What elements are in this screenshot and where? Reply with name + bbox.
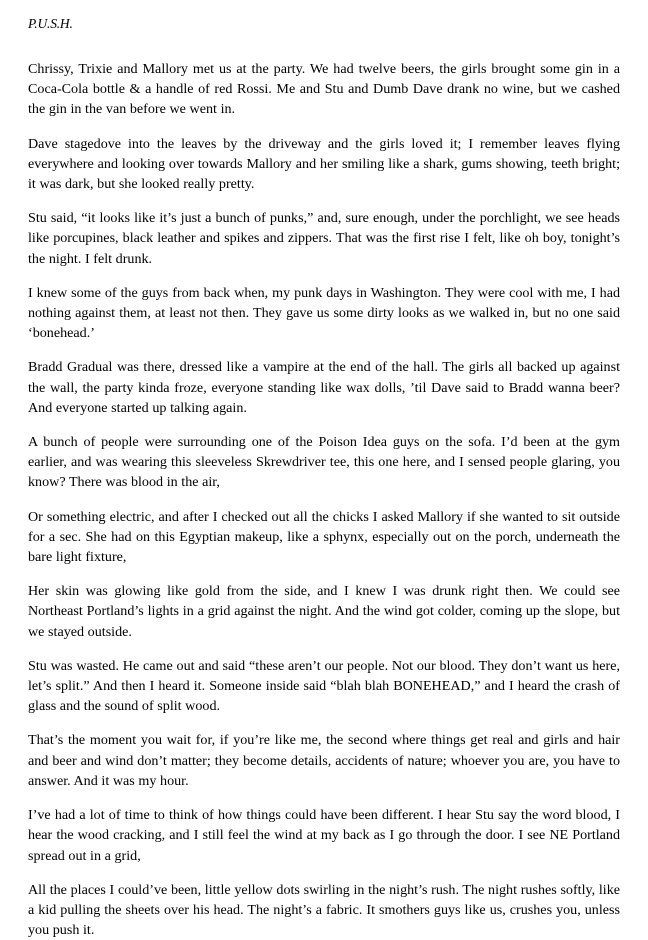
paragraph: Stu said, “it looks like it’s just a bunch of punks,” and, sure enough, under the porchlight, we see heads like porcupines, black leather and spikes and zippers. That was the first rise I felt, like oh boy, tonight’s the night. I felt drunk.: [28, 210, 620, 267]
paragraph: Or something electric, and after I checked out all the chicks I asked Mallory if she wanted to sit outside for a sec. She had on this Egyptian makeup, like a sphynx, especially out on the porch, underneath the bare light fixture,: [28, 508, 620, 566]
paragraph: Her skin was glowing like gold from the side, and I knew I was drunk right then. We could see Northeast Portland’s lights in a grid against the night. And the wind got colder, coming up the slope, but we stayed outside.: [28, 583, 620, 640]
paragraph: All the places I could’ve been, little yellow dots swirling in the night’s rush. The night rushes softly, like a kid pulling the sheets over his head. The night’s a fabric. It smothers guys like us, crushes you, unless you push it.: [28, 881, 620, 939]
paragraph: That’s the moment you wait for, if you’re like me, the second where things get real and girls and hair and beer and wind don’t matter; they become details, accidents of nature; whoever you are, you have to answer. And it was my hour.: [28, 732, 620, 789]
paragraph: A bunch of people were surrounding one of the Poison Idea guys on the sofa. I’d been at the gym earlier, and was wearing this sleeveless Skrewdriver tee, this one here, and I sensed people glaring, you know? There was blood in the air,: [28, 434, 620, 491]
paragraph: Stu was wasted. He came out and said “these aren’t our people. Not our blood. They don’t want us here, let’s split.” And then I heard it. Someone inside said “blah blah BONEHEAD,” and I heard the crash of glass and the sound of split wood.: [28, 657, 620, 715]
paragraph: Dave stagedove into the leaves by the driveway and the girls loved it; I remember leaves flying everywhere and looking over towards Mallory and her smiling like a shark, gums showing, teeth bright; it was dark, but she looked really pretty.: [28, 135, 620, 193]
page-title: P.U.S.H.: [28, 16, 73, 31]
paragraph: Bradd Gradual was there, dressed like a vampire at the end of the hall. The girls all backed up against the wall, the party kinda froze, everyone standing like wax dolls, ’til Dave said to Bradd wanna beer? And everyone started up talking again.: [28, 359, 620, 416]
paragraph: I knew some of the guys from back when, my punk days in Washington. They were cool with me, I had nothing against them, at least not then. They gave us some dirty looks as we walked in, but no one said ‘bonehead.’: [28, 284, 620, 342]
document-body: [28, 59, 620, 940]
paragraph: I’ve had a lot of time to think of how things could have been different. I hear Stu say the word blood, I hear the wood cracking, and I still feel the wind at my back as I go through the door. I see NE Portland spread out in a grid,: [28, 807, 620, 864]
paragraph: Chrissy, Trixie and Mallory met us at the party. We had twelve beers, the girls brought some gin in a Coca-Cola bottle & a handle of red Rossi. Me and Stu and Dumb Dave drank no wine, but we cashed the gin in the van before we went in.: [28, 61, 620, 118]
